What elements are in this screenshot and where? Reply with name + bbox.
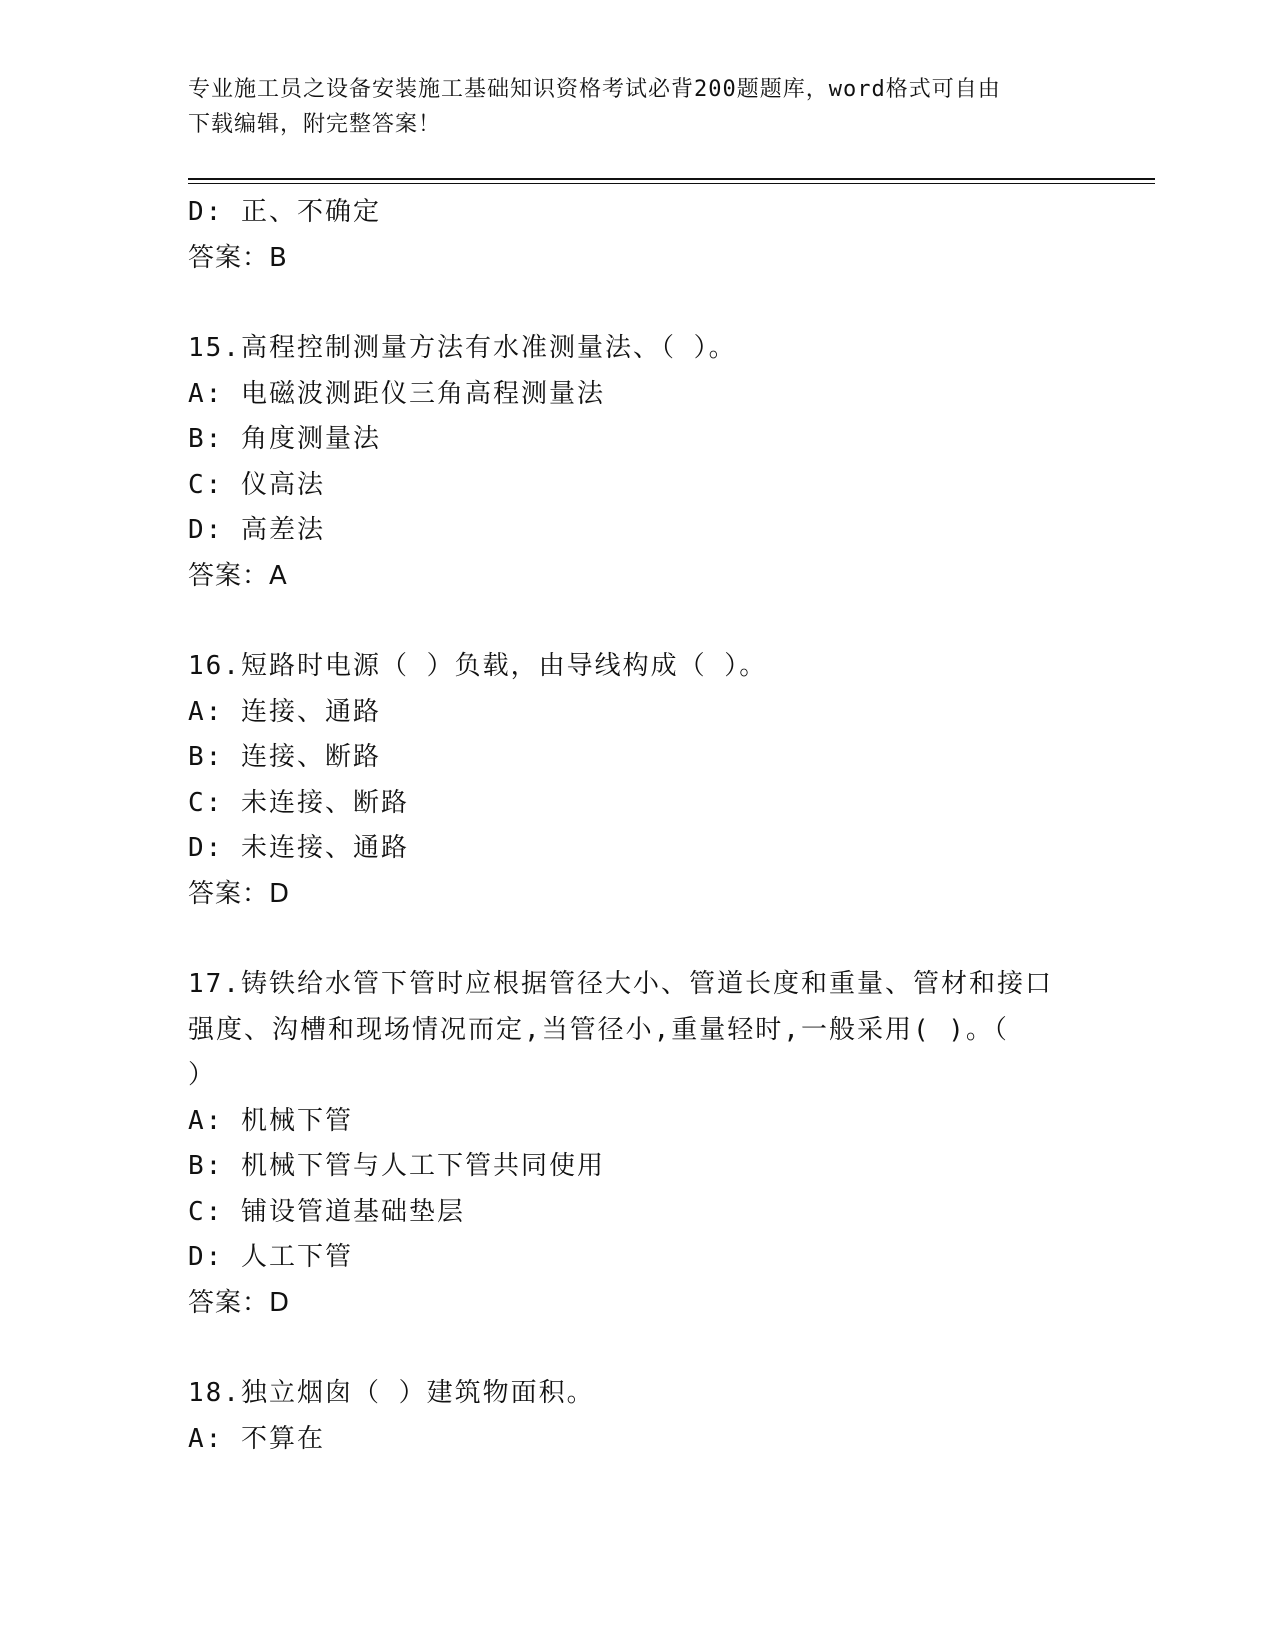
question-text-line-1: 17.铸铁给水管下管时应根据管径大小、管道长度和重量、管材和接口 (188, 969, 1053, 999)
option-d: D: 高差法 (188, 515, 325, 545)
question-18 (188, 1371, 1088, 1462)
header-line-1: 专业施工员之设备安装施工基础知识资格考试必背200题题库，word格式可自由 (188, 77, 1001, 102)
option-d: D: 未连接、通路 (188, 833, 409, 863)
option-c: C: 铺设管道基础垫层 (188, 1196, 465, 1227)
question-14 (188, 190, 1088, 281)
answer: 答案：D (188, 1287, 291, 1318)
answer: 答案：A (188, 560, 288, 591)
option-d: D: 正、不确定 (188, 197, 381, 227)
question-text: 18.独立烟囱（ ）建筑物面积。 (188, 1378, 595, 1408)
spacer (188, 599, 1088, 644)
question-16 (188, 644, 1088, 917)
question-list (188, 190, 1088, 1462)
document-header (188, 72, 1088, 142)
option-a: A: 连接、通路 (188, 696, 381, 727)
answer: 答案：B (188, 242, 288, 273)
option-a: A: 不算在 (188, 1423, 325, 1454)
spacer (188, 1326, 1088, 1371)
option-b: B: 连接、断路 (188, 742, 381, 772)
spacer (188, 281, 1088, 326)
question-15 (188, 326, 1088, 599)
header-divider-thin (188, 183, 1155, 184)
option-b: B: 角度测量法 (188, 424, 381, 454)
question-text: 15.高程控制测量方法有水准测量法、（ ）。 (188, 333, 737, 363)
option-a: A: 机械下管 (188, 1105, 353, 1136)
header-divider-thick (188, 178, 1155, 180)
question-text: 16.短路时电源（ ）负载，由导线构成（ ）。 (188, 651, 768, 681)
question-17 (188, 962, 1088, 1326)
header-line-2: 下载编辑，附完整答案！ (188, 112, 442, 137)
option-c: C: 未连接、断路 (188, 787, 409, 818)
option-a: A: 电磁波测距仪三角高程测量法 (188, 378, 605, 409)
option-d: D: 人工下管 (188, 1242, 353, 1272)
question-text-line-3: ） (188, 1060, 217, 1090)
option-c: C: 仪高法 (188, 469, 325, 500)
question-text-line-2: 强度、沟槽和现场情况而定,当管径小,重量轻时,一般采用( )。（ (188, 1014, 1009, 1045)
answer: 答案：D (188, 878, 291, 909)
option-b: B: 机械下管与人工下管共同使用 (188, 1151, 605, 1181)
spacer (188, 917, 1088, 962)
